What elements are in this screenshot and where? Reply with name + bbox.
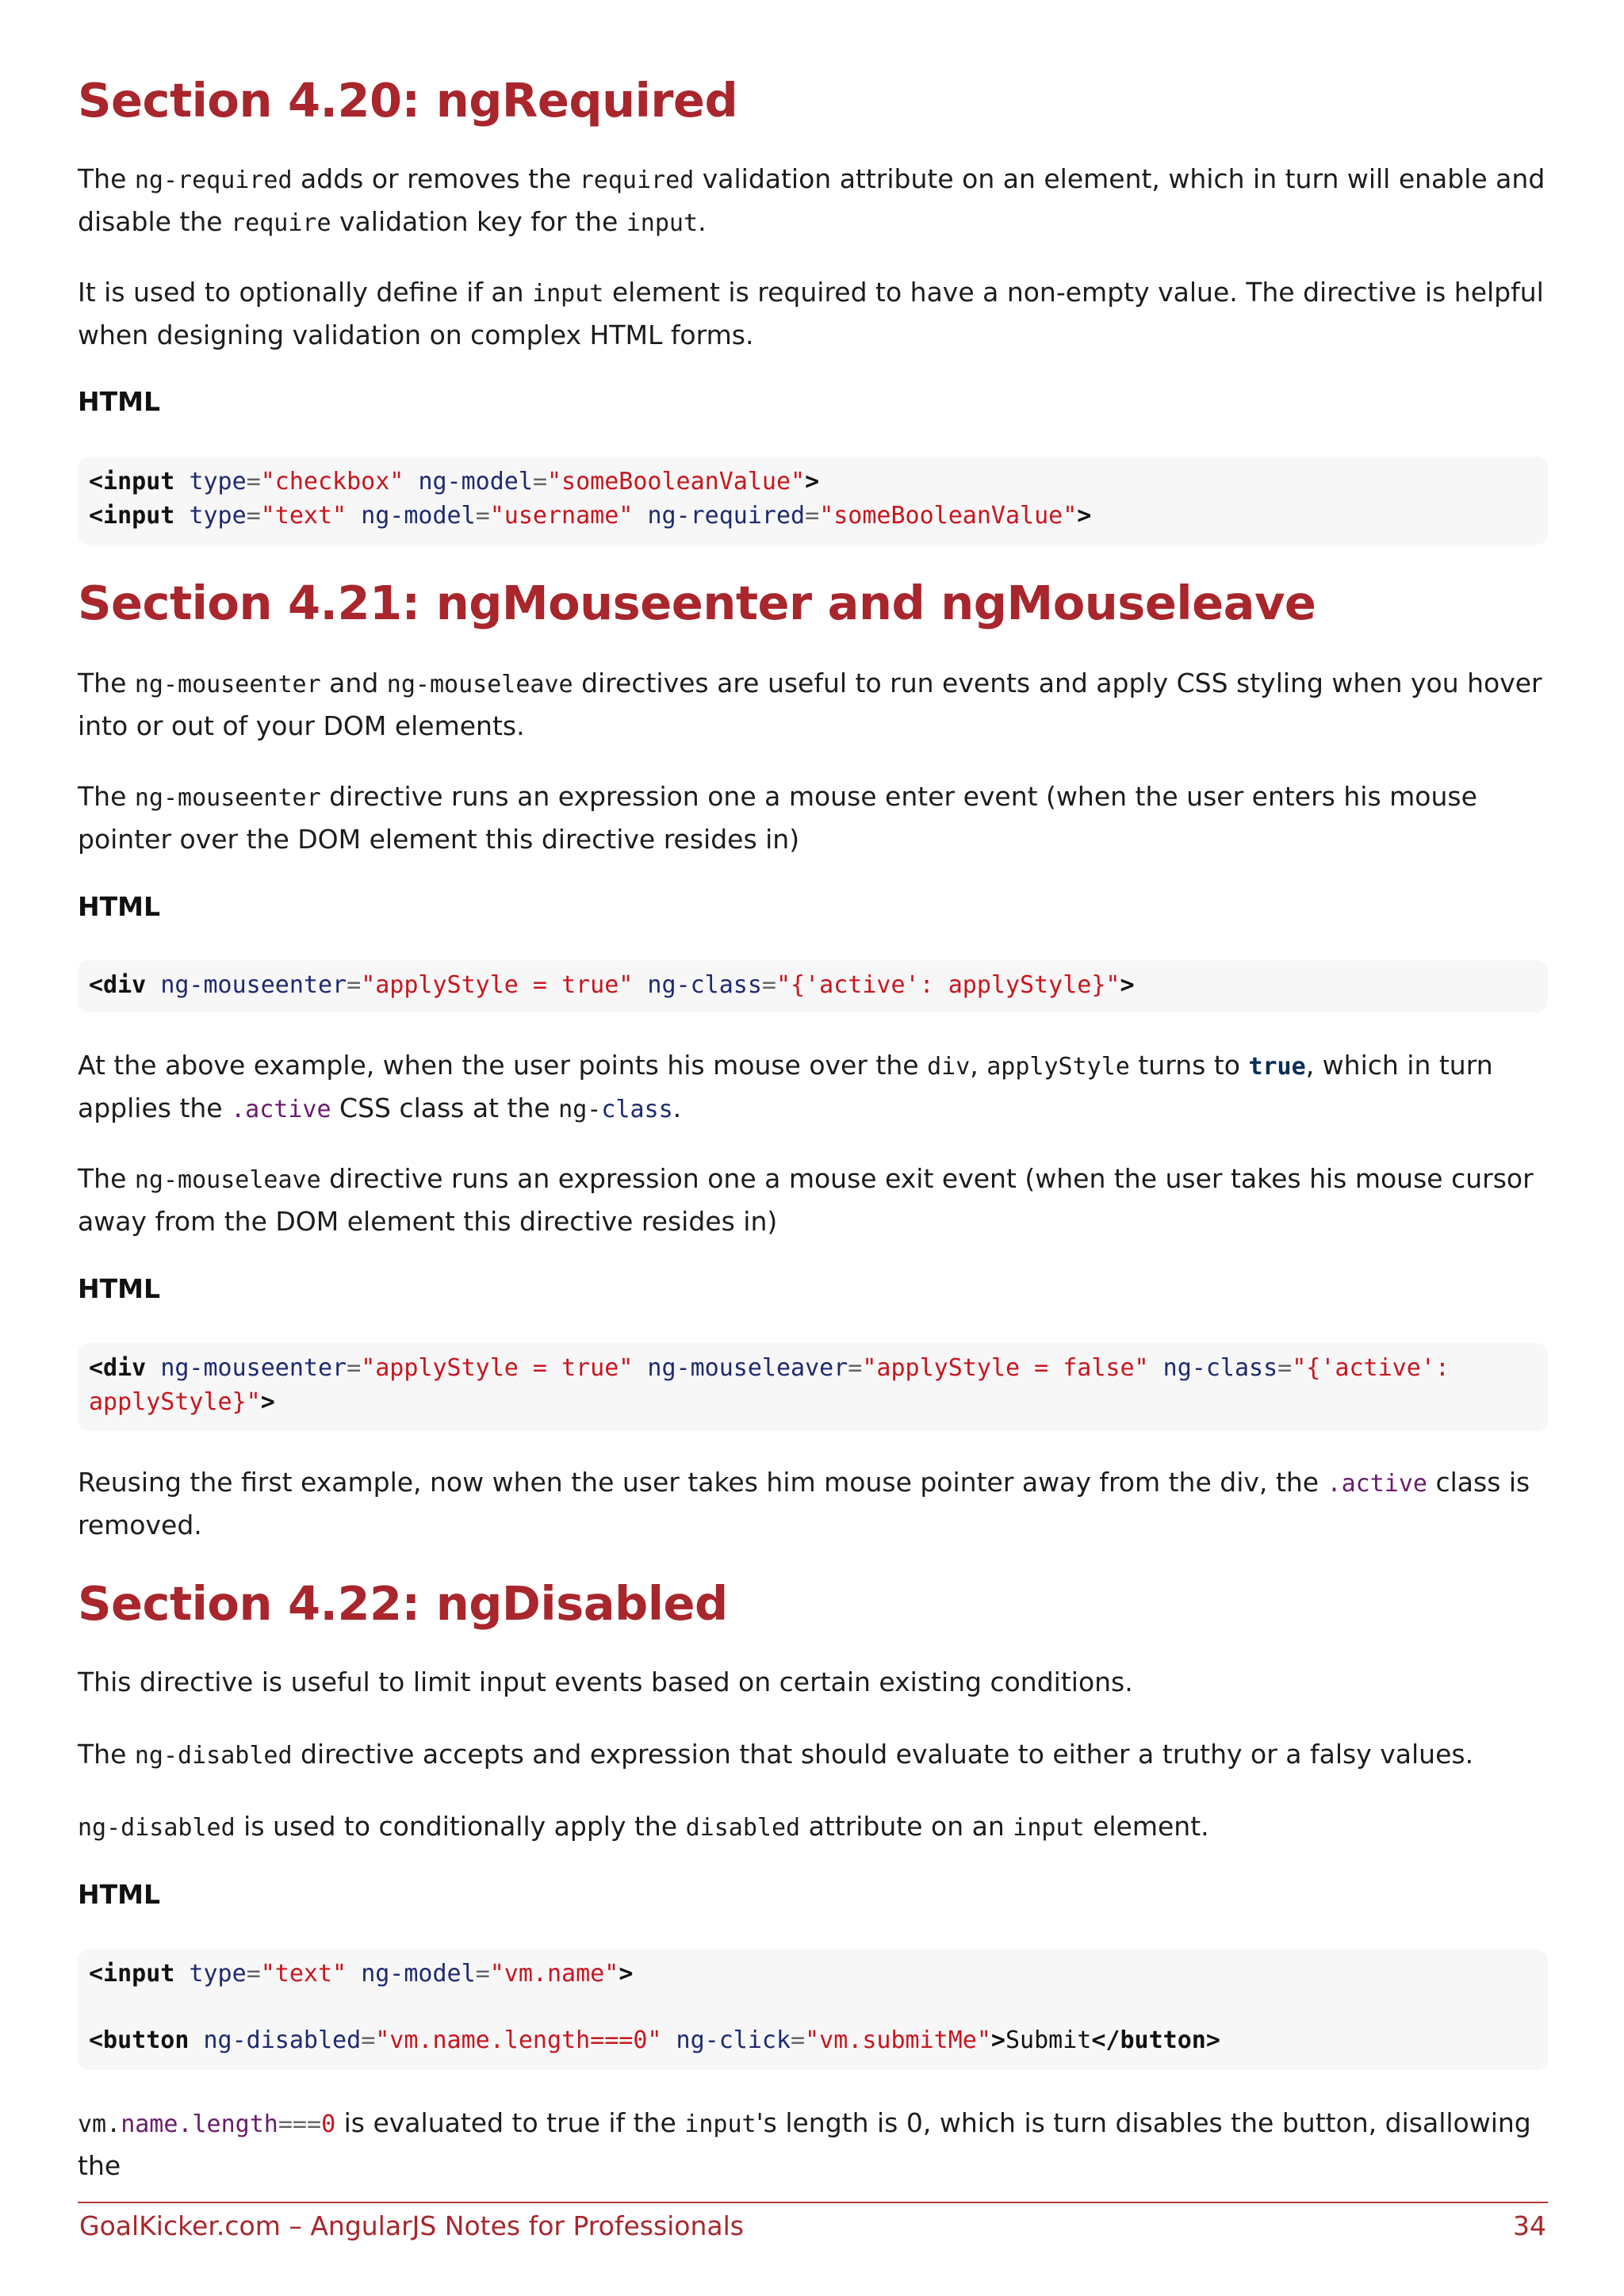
s422-paragraph-3: ng-disabled is used to conditionally apply the disabled attribute on an input element. — [78, 1811, 1209, 1842]
s421-code-block-1: <div ng-mouseenter="applyStyle = true" ng-class="{'active': applyStyle}"> — [78, 960, 1548, 1012]
s421-code-block-2: <div ng-mouseenter="applyStyle = true" ng-mouseleaver="applyStyle = false" ng-class="{'active': applyStyle}"> — [78, 1343, 1548, 1431]
s421-paragraph-1: The ng-mouseenter and ng-mouseleave directives are useful to run events and apply CSS styling when you hover into or out of your DOM elements. — [78, 668, 1542, 741]
footer-title: GoalKicker.com – AngularJS Notes for Professionals — [79, 2210, 744, 2241]
s422-paragraph-1: This directive is useful to limit input events based on certain existing conditions. — [78, 1667, 1133, 1697]
s420-html-label: HTML — [78, 386, 160, 417]
footer-divider — [78, 2202, 1548, 2203]
s422-paragraph-2: The ng-disabled directive accepts and expression that should evaluate to either a truthy or a falsy values. — [78, 1739, 1474, 1770]
page-number: 34 — [1513, 2210, 1546, 2241]
s421-paragraph-4: The ng-mouseleave directive runs an expression one a mouse exit event (when the user takes his mouse cursor away from the DOM element this directive resides in) — [78, 1163, 1534, 1237]
s420-paragraph-1: The ng-required adds or removes the required validation attribute on an element, which in turn will enable and disable the require validation key for the input. — [78, 163, 1545, 237]
s421-html-label-1: HTML — [78, 891, 160, 922]
section-4-21-title: Section 4.21: ngMouseenter and ngMouseleave — [78, 576, 1316, 630]
s422-paragraph-4: vm.name.length===0 is evaluated to true if the input's length is 0, which is turn disables the button, disallowing the — [78, 2107, 1531, 2181]
s422-code-block: <input type="text" ng-model="vm.name"> <button ng-disabled="vm.name.length===0" ng-click="vm.submitMe">Submit</button> — [78, 1950, 1548, 2070]
s420-code-block: <input type="checkbox" ng-model="someBooleanValue"> <input type="text" ng-model="username" ng-required="someBooleanValue"> — [78, 457, 1548, 545]
s421-paragraph-2: The ng-mouseenter directive runs an expression one a mouse enter event (when the user enters his mouse pointer over the DOM element this directive resides in) — [78, 781, 1477, 855]
s422-html-label: HTML — [78, 1879, 160, 1910]
section-4-22-title: Section 4.22: ngDisabled — [78, 1576, 728, 1631]
s421-paragraph-5: Reusing the first example, now when the user takes him mouse pointer away from the div, the .active class is removed. — [78, 1467, 1530, 1540]
s421-paragraph-3: At the above example, when the user points his mouse over the div, applyStyle turns to true, which in turn applies the .active CSS class at the ng-class. — [78, 1050, 1493, 1123]
s420-paragraph-2: It is used to optionally define if an input element is required to have a non-empty value. The directive is helpful when designing validation on complex HTML forms. — [78, 277, 1544, 350]
s421-html-label-2: HTML — [78, 1273, 160, 1304]
section-4-20-title: Section 4.20: ngRequired — [78, 73, 738, 128]
